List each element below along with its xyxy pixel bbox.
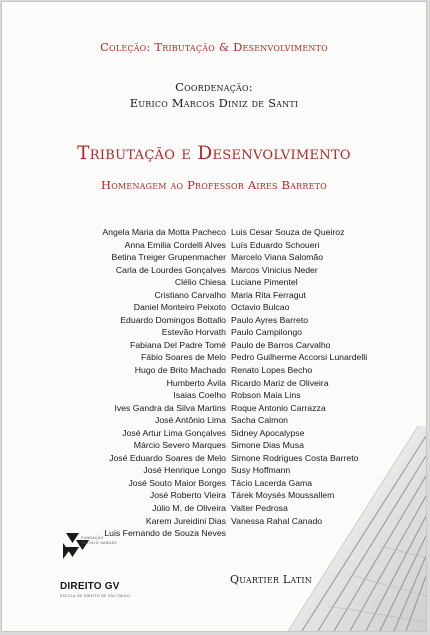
author-name: Octavio Bulcao	[231, 302, 290, 313]
author-name: Sidney Apocalypse	[231, 427, 305, 438]
direito-gv-logo: DIREITO GV	[60, 581, 120, 592]
author-name: Renato Lopes Becho	[231, 365, 313, 376]
author-name: Eduardo Domingos Bottallo	[120, 314, 226, 325]
author-name: Marcelo Viana Salomão	[231, 252, 324, 263]
author-name: Betina Treiger Grupenmacher	[111, 252, 226, 263]
author-name: Márcio Severo Marques	[133, 440, 226, 451]
author-name: José Roberto Vieira	[149, 490, 226, 501]
author-name: Paulo Campilongo	[231, 327, 302, 338]
author-name: José Antônio Lima	[155, 415, 226, 426]
author-name: Robson Maia Lins	[231, 390, 301, 401]
book-title: Tributação e Desenvolvimento	[77, 143, 351, 164]
author-name: Hugo de Brito Machado	[134, 365, 226, 376]
author-name: Cristiano Carvalho	[154, 289, 226, 300]
author-name: Simone Rodrigues Costa Barreto	[231, 452, 359, 463]
author-name: Simone Dias Musa	[231, 440, 304, 451]
author-name: Luciane Pimentel	[231, 277, 298, 288]
author-name: Anna Emilia Cordelli Alves	[124, 239, 226, 250]
author-name: Karem Jureidini Dias	[145, 515, 226, 526]
author-name: Carla de Lourdes Gonçalves	[115, 264, 226, 275]
author-name: Sacha Calmon	[231, 415, 288, 426]
author-name: José Artur Lima Gonçalves	[122, 427, 226, 438]
direito-gv-subtitle: ESCOLA DE DIREITO DE SÃO PAULO	[60, 594, 131, 598]
author-name: Luis Cesar Souza de Queiroz	[231, 227, 345, 237]
author-name: Ricardo Mariz de Oliveira	[231, 377, 329, 388]
book-subtitle: Homenagem ao Professor Aires Barreto	[101, 178, 327, 192]
author-name: Paulo de Barros Carvalho	[231, 339, 331, 350]
author-name: Estevão Horvath	[161, 327, 226, 338]
author-name: Humberto Ávila	[166, 377, 226, 388]
fgv-logo	[63, 527, 143, 575]
author-name: Maria Rita Ferragut	[231, 289, 306, 300]
author-name: Isaias Coelho	[173, 390, 226, 401]
author-name: Fábio Soares de Melo	[141, 352, 226, 363]
author-name: Tácio Lacerda Gama	[231, 477, 313, 488]
author-name: Daniel Monteiro Peixoto	[133, 302, 226, 313]
fgv-logo-line2: GETULIO VARGAS	[81, 541, 117, 545]
publisher-name: Quartier Latin	[230, 573, 312, 586]
author-name: Luís Eduardo Schoueri	[231, 239, 320, 250]
book-cover	[2, 2, 426, 631]
author-name: Susy Hoffmann	[231, 465, 291, 476]
author-name: Fabiana Del Padre Tomé	[130, 339, 226, 350]
fgv-logo-line1: FUNDAÇÃO	[81, 536, 104, 540]
author-name: Angela Maria da Motta Pacheco	[102, 227, 226, 237]
coordination-label: Coordenação:	[175, 80, 253, 94]
author-name: Marcos Vinicius Neder	[231, 264, 318, 275]
author-name: Clélio Chiesa	[174, 277, 226, 288]
author-name: José Souto Maior Borges	[128, 477, 226, 488]
author-name: Luis Fernando de Souza Neves	[104, 528, 226, 539]
author-name: Júlio M. de Oliveira	[152, 503, 226, 514]
author-name: José Henrique Longo	[143, 465, 226, 476]
author-name: Pedro Guilherme Accorsi Lunardelli	[231, 352, 368, 363]
author-name: Valter Pedrosa	[231, 503, 288, 514]
author-name: Roque Antonio Carrazza	[231, 402, 326, 413]
authors-left-column	[102, 226, 226, 540]
building-facade-illustration	[268, 426, 426, 631]
author-name: Vanessa Rahal Canado	[231, 515, 323, 526]
author-name: Paulo Ayres Barreto	[231, 314, 309, 325]
series-title: Coleção: Tributação & Desenvolvimento	[100, 40, 328, 54]
author-name: José Eduardo Soares de Melo	[109, 452, 226, 463]
coordinator-name: Eurico Marcos Diniz de Santi	[129, 96, 299, 110]
author-name: Tárek Moysés Moussallem	[231, 490, 335, 501]
author-name: Ives Gandra da Silva Martins	[114, 402, 226, 413]
